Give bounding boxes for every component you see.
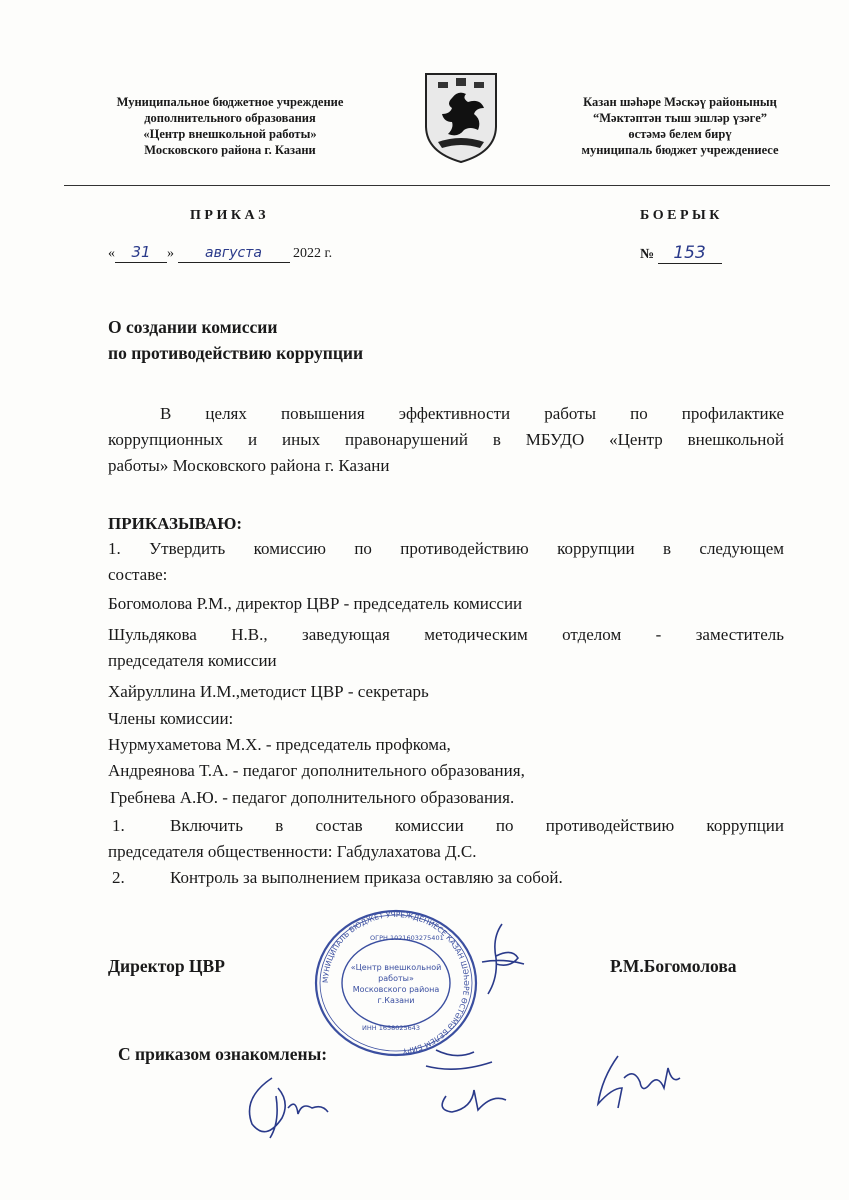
stamp-center-line: Московского района	[352, 985, 440, 994]
subject-line: по противодействию коррупции	[108, 343, 364, 363]
director-handwritten-signature	[462, 918, 532, 998]
date-day: 31	[131, 243, 151, 261]
header-left-line: Муниципальное бюджетное учреждение	[116, 95, 344, 109]
header-divider	[64, 185, 830, 186]
header-right-line: муниципаль бюджет учреждениесе	[581, 143, 779, 157]
secretary-line: Хайруллина И.М.,методист ЦВР - секретарь	[108, 682, 429, 701]
stamp-center-line: работы»	[378, 974, 414, 983]
signature-position: Директор ЦВР	[108, 956, 225, 976]
member-line: Гребнева А.Ю. - педагог дополнительного образования.	[110, 788, 515, 807]
header-right-line: “Мәктәптән тыш эшләр үзәге”	[592, 111, 767, 125]
handwritten-signature	[588, 1048, 688, 1118]
handwritten-signature	[232, 1068, 342, 1148]
order-number	[640, 243, 722, 264]
order-title-tt: Б О Е Р Ы К	[640, 208, 720, 223]
date-month: августа	[205, 245, 262, 261]
stamp-ring-text: МУНИЦИПАЛЬ БЮДЖЕТ УЧРЕЖДЕНИЕСЕ КАЗАН ШӘҺӘРЕ ӨСТӘМӘ БЕЛЕМ БИРҮ	[320, 909, 472, 1056]
date-close-quote: »	[167, 246, 174, 261]
item-2-number: 1.	[112, 816, 125, 835]
header-left-line: дополнительного образования	[144, 111, 316, 125]
kazan-coat-of-arms-icon	[418, 68, 504, 166]
date-year: 2022 г.	[293, 246, 333, 261]
preamble-line: В целях повышения эффективности работы по профилактике	[160, 404, 784, 423]
member-line: Андреянова Т.А. - педагог дополнительного образования,	[108, 761, 525, 780]
order-title-ru: П Р И К А З	[190, 208, 266, 223]
chair-line: Богомолова Р.М., директор ЦВР - председатель комиссии	[108, 594, 523, 613]
item-1-line: составе:	[108, 565, 168, 584]
date-open-quote: «	[108, 246, 115, 261]
preamble-line: работы» Московского района г. Казани	[108, 456, 390, 475]
deputy-line: Шульдякова Н.В., заведующая методическим отделом - заместитель	[108, 625, 784, 644]
header-left-line: «Центр внешкольной работы»	[143, 127, 317, 141]
deputy-line: председателя комиссии	[108, 651, 277, 670]
handwritten-signature	[416, 1040, 526, 1120]
official-stamp	[310, 908, 482, 1058]
stamp-inn: ИНН 1658025643	[362, 1024, 421, 1032]
header-left-org	[60, 94, 400, 158]
order-date	[108, 243, 332, 263]
item-2-line: Включить в состав комиссии по противодействию коррупции	[170, 816, 784, 835]
header-right-line: өстәмә белем бирү	[628, 127, 732, 141]
member-line: Нурмухаметова М.Х. - председатель профкома,	[108, 735, 451, 754]
preamble-line: коррупционных и иных правонарушений в МБУДО «Центр внешкольной	[108, 430, 784, 449]
item-2-line: председателя общественности: Габдулахатова Д.С.	[108, 842, 477, 861]
item-1-line: 1. Утвердить комиссию по противодействию коррупции в следующем	[108, 539, 784, 558]
header-right-org	[530, 94, 830, 158]
item-3-line: Контроль за выполнением приказа оставляю за собой.	[170, 868, 563, 887]
members-label: Члены комиссии:	[108, 709, 234, 728]
order-word: ПРИКАЗЫВАЮ:	[108, 514, 243, 533]
header-left-line: Московского района г. Казани	[144, 143, 316, 157]
header-right-line: Казан шәһәре Мәскәү районының	[583, 95, 777, 109]
stamp-center-line: г.Казани	[377, 996, 415, 1005]
signature-name: Р.М.Богомолова	[610, 956, 737, 976]
acquainted-label: С приказом ознакомлены:	[118, 1044, 328, 1064]
number-label: №	[640, 247, 655, 262]
stamp-ogrn: ОГРН 1021603275401	[370, 934, 444, 942]
stamp-center-line: «Центр внешкольной	[350, 963, 442, 972]
subject-line: О создании комиссии	[108, 317, 278, 337]
item-3-number: 2.	[112, 868, 125, 887]
number-value: 153	[673, 243, 706, 263]
